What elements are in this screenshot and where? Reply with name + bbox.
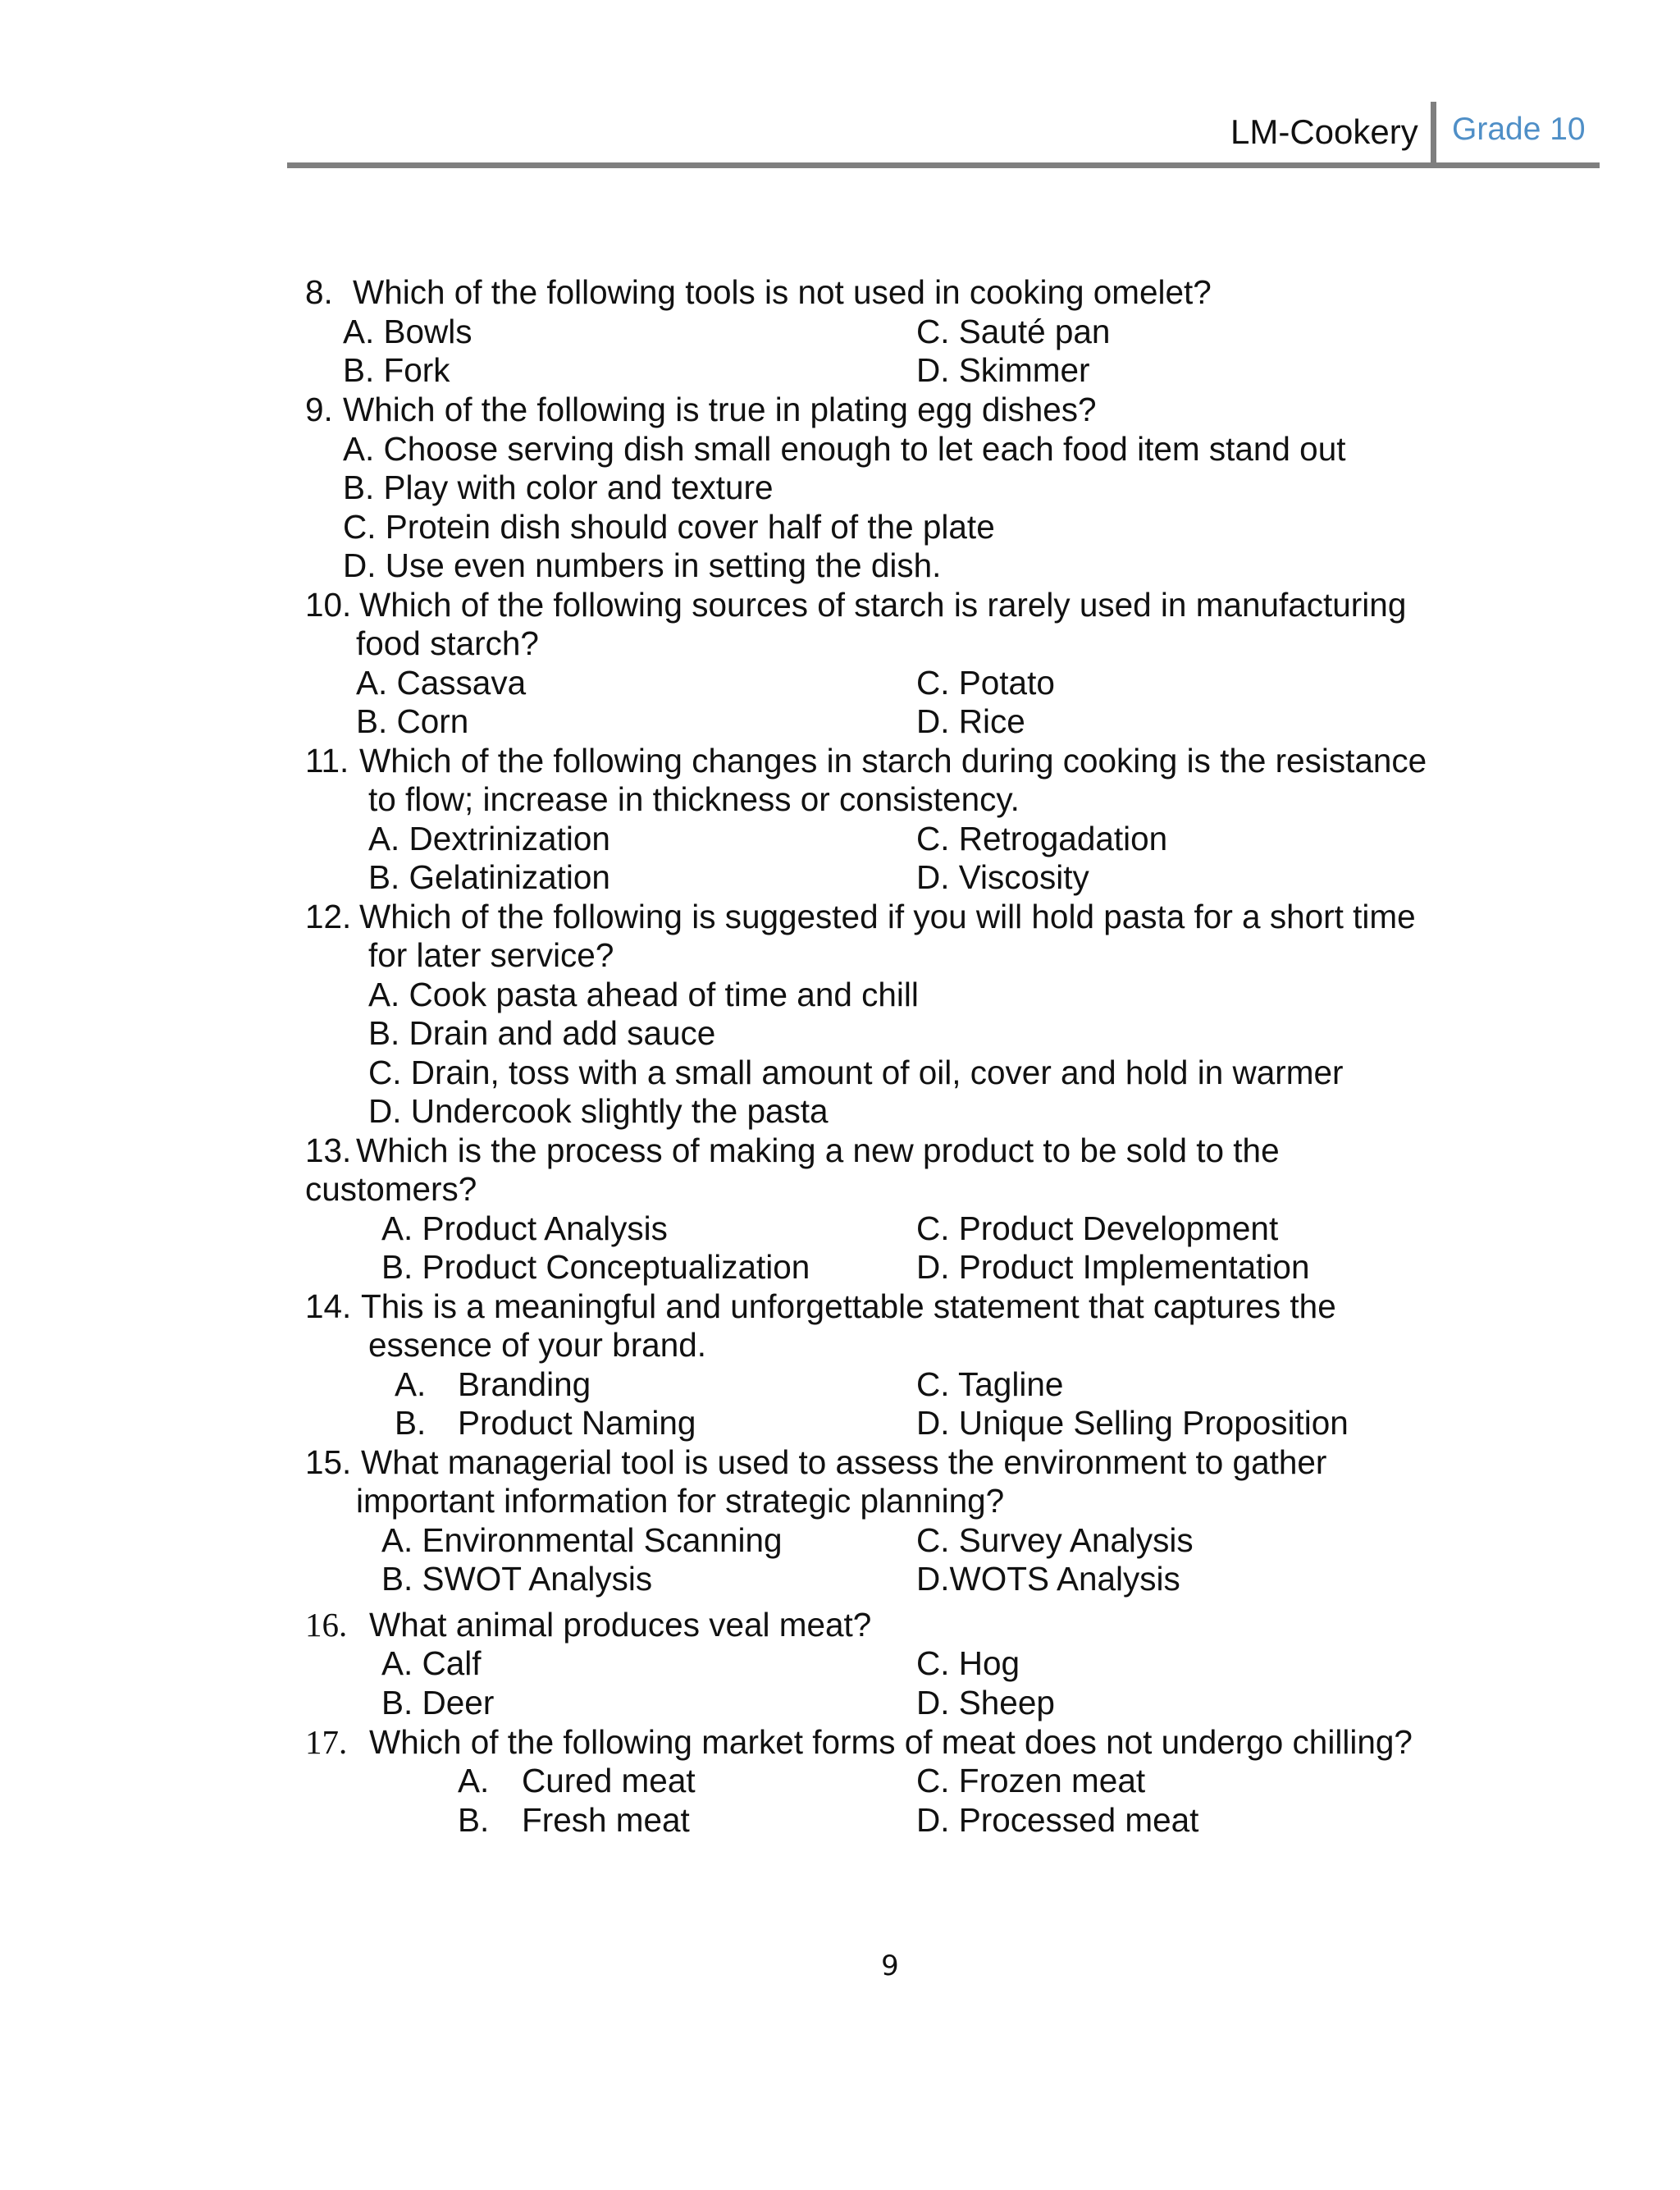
- choice-d: D.WOTS Analysis: [916, 1560, 1180, 1598]
- choice-c: C. Frozen meat: [916, 1762, 1146, 1799]
- question-number: 8.: [305, 273, 333, 311]
- choice-a-letter: A.: [458, 1762, 490, 1799]
- question-stem: Which of the following is true in plating egg dishes?: [343, 391, 1097, 428]
- choice-a: A. Product Analysis: [381, 1209, 668, 1247]
- choice-b: B. SWOT Analysis: [381, 1560, 653, 1598]
- choice-b-letter: B.: [395, 1404, 427, 1442]
- choice-b: B. Corn: [356, 702, 469, 740]
- choice-d: D. Processed meat: [916, 1801, 1199, 1839]
- choice-a: Branding: [458, 1365, 591, 1403]
- choice-a: A. Dextrinization: [368, 820, 610, 857]
- question-stem: This is a meaningful and unforgettable statement that captures the: [361, 1287, 1336, 1325]
- header-rule: [287, 162, 1600, 168]
- course-title: LM-Cookery: [1230, 112, 1418, 151]
- choice-b: Fresh meat: [522, 1801, 690, 1839]
- choice-b: B. Fork: [343, 351, 450, 389]
- choice-c: C. Product Development: [916, 1209, 1279, 1247]
- choice-d: D. Rice: [916, 702, 1025, 740]
- question-stem-continued: food starch?: [356, 624, 539, 662]
- question-stem-continued: for later service?: [368, 936, 614, 974]
- question-number: 17.: [305, 1723, 348, 1761]
- choice-c: C. Tagline: [916, 1365, 1064, 1403]
- question-stem: Which of the following changes in starch during cooking is the resistance: [359, 742, 1427, 780]
- choice-b: Product Naming: [458, 1404, 696, 1442]
- choice-a: A. Calf: [381, 1644, 482, 1682]
- question-stem-continued: important information for strategic planning?: [356, 1482, 1005, 1520]
- question-stem-continued: customers?: [305, 1170, 477, 1208]
- choice-d: D. Viscosity: [916, 858, 1089, 896]
- header-divider: [1431, 102, 1436, 162]
- choice-a-letter: A.: [395, 1365, 427, 1403]
- choice-a: Cured meat: [522, 1762, 696, 1799]
- choice-d: D. Sheep: [916, 1684, 1055, 1721]
- choice-b: B. Drain and add sauce: [368, 1014, 716, 1052]
- choice-c: C. Potato: [916, 664, 1055, 702]
- choice-b: B. Product Conceptualization: [381, 1248, 810, 1286]
- question-number: 15.: [305, 1443, 352, 1481]
- choice-a: A. Environmental Scanning: [381, 1521, 783, 1559]
- choice-d: D. Undercook slightly the pasta: [368, 1092, 829, 1130]
- choice-c: C. Drain, toss with a small amount of oil, cover and hold in warmer: [368, 1054, 1344, 1091]
- question-stem-continued: to flow; increase in thickness or consistency.: [368, 780, 1020, 818]
- question-stem: Which is the process of making a new product to be sold to the: [356, 1132, 1280, 1169]
- choice-c: C. Retrogadation: [916, 820, 1168, 857]
- choice-b: B. Gelatinization: [368, 858, 610, 896]
- choice-a: A. Cook pasta ahead of time and chill: [368, 976, 919, 1013]
- question-number: 10.: [305, 586, 352, 624]
- question-stem: What managerial tool is used to assess the environment to gather: [361, 1443, 1327, 1481]
- question-stem: Which of the following is suggested if you will hold pasta for a short time: [359, 898, 1416, 935]
- question-number: 9.: [305, 391, 333, 428]
- question-stem: Which of the following tools is not used in cooking omelet?: [353, 273, 1212, 311]
- choice-c: C. Hog: [916, 1644, 1020, 1682]
- question-number: 11.: [305, 742, 349, 780]
- choice-d: D. Unique Selling Proposition: [916, 1404, 1349, 1442]
- question-number: 13.: [305, 1132, 352, 1169]
- choice-a: A. Choose serving dish small enough to let each food item stand out: [343, 430, 1346, 468]
- choice-c: C. Protein dish should cover half of the plate: [343, 508, 995, 546]
- choice-d: D. Use even numbers in setting the dish.: [343, 546, 942, 584]
- question-stem: Which of the following sources of starch is rarely used in manufacturing: [359, 586, 1407, 624]
- grade-label: Grade 10: [1452, 112, 1586, 147]
- choice-b: B. Deer: [381, 1684, 495, 1721]
- choice-d: D. Skimmer: [916, 351, 1090, 389]
- choice-d: D. Product Implementation: [916, 1248, 1310, 1286]
- question-number: 12.: [305, 898, 352, 935]
- choice-c: C. Survey Analysis: [916, 1521, 1194, 1559]
- choice-a: A. Cassava: [356, 664, 527, 702]
- choice-b: B. Play with color and texture: [343, 469, 774, 506]
- question-number: 16.: [305, 1606, 348, 1644]
- question-number: 14.: [305, 1287, 352, 1325]
- question-stem: What animal produces veal meat?: [369, 1606, 872, 1644]
- question-stem-continued: essence of your brand.: [368, 1326, 707, 1364]
- choice-c: C. Sauté pan: [916, 313, 1111, 350]
- question-stem: Which of the following market forms of meat does not undergo chilling?: [369, 1723, 1413, 1761]
- choice-b-letter: B.: [458, 1801, 490, 1839]
- page-number: 9: [881, 1950, 899, 1982]
- choice-a: A. Bowls: [343, 313, 472, 350]
